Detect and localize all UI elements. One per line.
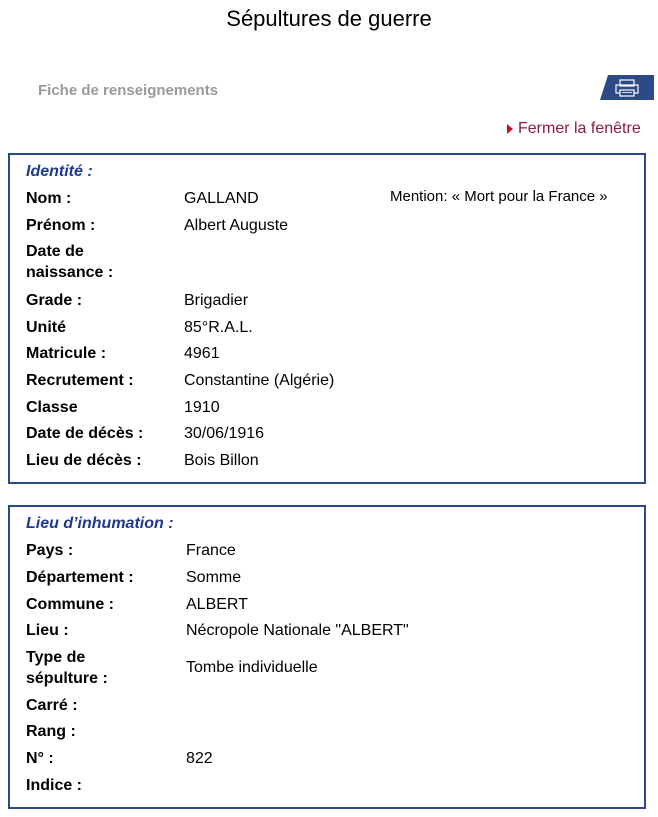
- field-value: 30/06/1916: [184, 425, 265, 442]
- page-title: Sépultures de guerre: [226, 6, 432, 31]
- field-label: Classe: [26, 399, 78, 416]
- print-button[interactable]: [600, 75, 654, 100]
- field-label: Pays :: [26, 542, 74, 559]
- field-value: Tombe individuelle: [186, 659, 318, 676]
- field-label: Date de naissance :: [26, 243, 114, 281]
- field-value: Nécropole Nationale "ALBERT": [186, 622, 409, 639]
- field-label: Nom :: [26, 190, 72, 207]
- field-value: Somme: [186, 569, 242, 586]
- field-value: ALBERT: [186, 596, 248, 613]
- field-label: N° :: [26, 750, 54, 767]
- field-value: 1910: [184, 399, 220, 416]
- field-value: 4961: [184, 345, 220, 362]
- field-label: Date de décès :: [26, 425, 144, 442]
- printer-icon: [600, 75, 654, 100]
- burial-heading: Lieu d’inhumation :: [26, 515, 174, 532]
- field-value: 822: [186, 750, 213, 767]
- identity-heading: Identité :: [26, 163, 93, 180]
- field-value: Brigadier: [184, 292, 249, 309]
- field-value: 85°R.A.L.: [184, 319, 253, 336]
- arrow-right-icon: [507, 124, 513, 134]
- burial-panel: [8, 505, 646, 809]
- field-label: Type de sépulture :: [26, 649, 108, 687]
- field-label: Matricule :: [26, 345, 107, 362]
- field-label: Rang :: [26, 723, 76, 740]
- field-value: Bois Billon: [184, 452, 259, 469]
- field-label: Département :: [26, 569, 134, 586]
- field-label: Commune :: [26, 596, 114, 613]
- field-value: GALLAND: [184, 190, 259, 207]
- field-value: Albert Auguste: [184, 217, 289, 234]
- mention-text: Mention: « Mort pour la France »: [390, 188, 608, 205]
- field-value: Constantine (Algérie): [184, 372, 335, 389]
- field-label: Carré :: [26, 697, 78, 714]
- identity-panel: [8, 153, 646, 484]
- field-label: Grade :: [26, 292, 83, 309]
- field-label: Indice :: [26, 777, 83, 794]
- page-subtitle: Fiche de renseignements: [38, 82, 219, 99]
- field-label: Lieu de décès :: [26, 452, 142, 469]
- field-label: Unité: [26, 319, 66, 336]
- field-label: Recrutement :: [26, 372, 134, 389]
- field-label: Prénom :: [26, 217, 96, 234]
- close-window-label: Fermer la fenêtre: [518, 120, 641, 137]
- field-label: Lieu :: [26, 622, 69, 639]
- field-value: France: [186, 542, 236, 559]
- close-window-link[interactable]: [507, 120, 641, 138]
